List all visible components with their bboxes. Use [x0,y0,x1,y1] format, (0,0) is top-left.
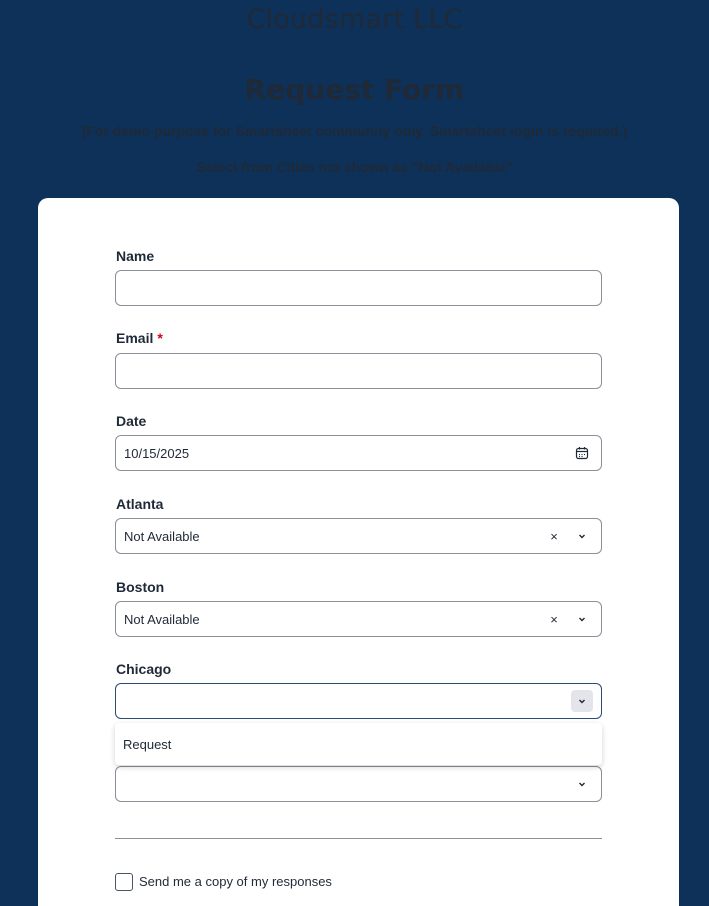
divider [115,838,602,839]
email-input[interactable] [115,353,602,389]
atlanta-select[interactable] [115,518,602,554]
chevron-down-icon[interactable] [571,773,593,795]
next-city-select[interactable] [115,766,602,802]
date-label: Date [116,413,147,429]
chevron-down-icon[interactable] [571,690,593,712]
form-subtitle: (For demo purpose for Smartsheet community only. Smartsheet login is required.) [81,123,628,139]
atlanta-value: Not Available [124,528,200,544]
date-value: 10/15/2025 [124,445,190,461]
chicago-label: Chicago [116,661,172,677]
company-name: Cloudsmart LLC [246,4,463,35]
clear-icon[interactable]: × [550,611,558,627]
chevron-down-icon[interactable] [571,608,593,630]
boston-value: Not Available [124,611,200,627]
form-title: Request Form [244,73,465,106]
chevron-down-icon[interactable] [571,525,593,547]
name-label: Name [116,248,155,264]
calendar-icon[interactable] [571,442,593,464]
email-label [116,330,163,346]
form-instruction: Select from Cities not shown as "Not Available" [196,159,513,175]
atlanta-label: Atlanta [116,496,164,512]
boston-label: Boston [116,579,165,595]
boston-select[interactable] [115,601,602,637]
chicago-dropdown-menu [115,723,602,765]
email-label-text: Email [116,330,154,346]
date-input[interactable] [115,435,602,471]
chicago-select[interactable] [115,683,602,719]
copy-responses-checkbox[interactable] [115,873,133,891]
required-mark: * [157,330,163,346]
name-input[interactable] [115,270,602,306]
copy-responses-label[interactable]: Send me a copy of my responses [139,874,332,889]
clear-icon[interactable]: × [550,528,558,544]
dropdown-option-request[interactable]: Request [123,736,172,752]
